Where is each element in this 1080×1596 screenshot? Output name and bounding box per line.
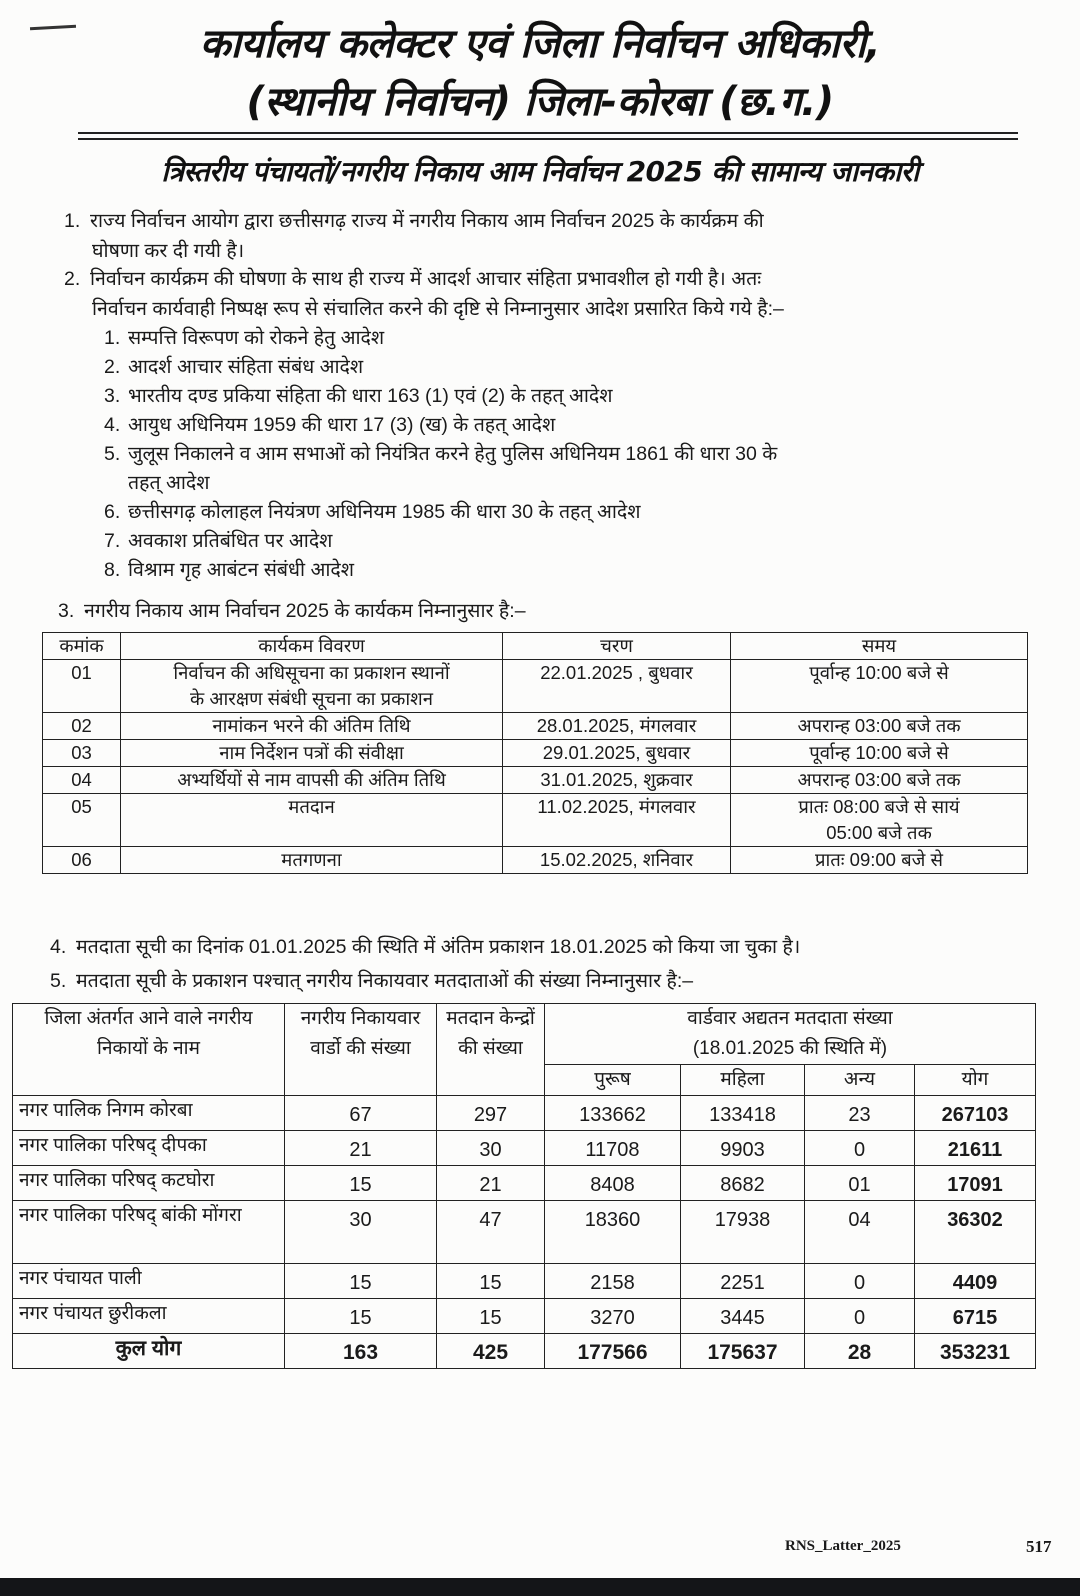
order-item [104,324,1004,353]
table-row [43,740,1028,767]
cell-body-name: नगर पालिक निगम कोरबा [13,1096,285,1131]
cell-booths: 297 [437,1096,545,1131]
cell-male: 8408 [545,1166,681,1201]
order-text: छत्तीसगढ़ कोलाहल नियंत्रण अधिनियम 1985 की धारा 30 के तहत् आदेश [128,501,641,523]
order-item [104,353,1004,382]
cell-male: 11708 [545,1131,681,1166]
header-female: महिला [681,1065,805,1096]
cell-time: प्रातः 09:00 बजे से [731,847,1028,874]
title-rule-top [78,132,1018,134]
order-text: विश्राम गृह आबंटन संबंधी आदेश [128,559,355,581]
cell-other: 0 [805,1299,915,1334]
order-text: सम्पत्ति विरूपण को रोकने हेतु आदेश [128,327,385,349]
header-phase: चरण [503,633,731,660]
cell-male: 2158 [545,1264,681,1299]
cell-description [121,660,503,713]
cell-male: 133662 [545,1096,681,1131]
cell-phase: 31.01.2025, शुक्रवार [503,767,731,794]
cell-description: अभ्यर्थियों से नाम वापसी की अंतिम तिथि [121,767,503,794]
cell-total: 17091 [915,1166,1036,1201]
cell-body-name: नगर पालिका परिषद् दीपका [13,1131,285,1166]
cell-female: 17938 [681,1201,805,1264]
cell-serial: 04 [43,767,121,794]
cell-male: 177566 [545,1334,681,1369]
cell-booths: 15 [437,1264,545,1299]
table-row [13,1096,1036,1131]
title-rule-bottom [78,138,1018,140]
header-body-name: जिला अंतर्गत आने वाले नगरीय निकायों के नाम [13,1004,285,1096]
order-number: 7. [104,530,121,552]
cell-description: मतगणना [121,847,503,874]
header-voter-group [545,1004,1036,1065]
cell-phase: 22.01.2025 , बुधवार [503,660,731,713]
point-number: 5. [50,970,67,992]
orders-list [104,324,1004,585]
cell-booths: 47 [437,1201,545,1264]
cell-total: 6715 [915,1299,1036,1334]
document-code: RNS_Latter_2025 [785,1538,901,1554]
cell-serial: 02 [43,713,121,740]
header-wards: नगरीय निकायवार वार्डो की संख्या [285,1004,437,1096]
office-title-line2: (स्थानीय निर्वाचन) जिला-कोरबा (छ.ग.) [246,79,834,125]
point-text-cont: घोषणा कर दी गयी है। [92,240,245,262]
cell-other: 23 [805,1096,915,1131]
group-subtitle: (18.01.2025 की स्थिति में) [692,1038,888,1059]
table-row [13,1264,1036,1299]
table-row [13,1166,1036,1201]
point-number: 1. [64,210,81,232]
cell-booths: 30 [437,1131,545,1166]
table-row [13,1299,1036,1334]
cell-time: पूर्वान्ह 10:00 बजे से [731,660,1028,713]
order-text: आयुध अधिनियम 1959 की धारा 17 (3) (ख) के तहत् आदेश [128,414,556,436]
cell-phase: 11.02.2025, मंगलवार [503,794,731,847]
cell-total: 267103 [915,1096,1036,1131]
point-3 [58,596,526,626]
order-number: 3. [104,385,121,407]
cell-serial: 05 [43,794,121,847]
cell-serial: 01 [43,660,121,713]
header-booths: मतदान केन्द्रों की संख्या [437,1004,545,1096]
order-item [104,527,1004,556]
cell-wards: 15 [285,1299,437,1334]
point-text: मतदाता सूची का दिनांक 01.01.2025 की स्थिति में अंतिम प्रकाशन 18.01.2025 को किया जा चुका है। [76,936,801,958]
cell-male: 18360 [545,1201,681,1264]
cell-total: 4409 [915,1264,1036,1299]
point-number: 3. [58,600,75,622]
table-row [13,1131,1036,1166]
cell-female: 3445 [681,1299,805,1334]
cell-wards: 21 [285,1131,437,1166]
cell-body-name: नगर पालिका परिषद् बांकी मोंगरा [13,1201,285,1264]
header-total: योग [915,1065,1036,1096]
table-row [43,713,1028,740]
cell-booths: 21 [437,1166,545,1201]
order-number: 6. [104,501,121,523]
cell-female: 9903 [681,1131,805,1166]
table-total-row [13,1334,1036,1369]
cell-body-name: नगर पंचायत पाली [13,1264,285,1299]
table-row [43,794,1028,847]
cell-total: 21611 [915,1131,1036,1166]
document-subtitle: त्रिस्तरीय पंचायतों/नगरीय निकाय आम निर्वाचन 2025 की सामान्य जानकारी [161,155,919,188]
cell-total: 353231 [915,1334,1036,1369]
table-row [13,1201,1036,1264]
cell-serial: 03 [43,740,121,767]
header-time: समय [731,633,1028,660]
cell-wards: 15 [285,1166,437,1201]
point-4 [50,932,800,962]
cell-other: 28 [805,1334,915,1369]
order-text: अवकाश प्रतिबंधित पर आदेश [128,530,333,552]
cell-description: मतदान [121,794,503,847]
cell-female: 133418 [681,1096,805,1131]
order-text-cont: तहत् आदेश [128,472,210,494]
cell-phase: 28.01.2025, मंगलवार [503,713,731,740]
order-number: 5. [104,443,121,465]
voters-table [12,1003,1036,1369]
desc-line: के आरक्षण संबंधी सूचना का प्रकाशन [190,688,433,709]
cell-female: 175637 [681,1334,805,1369]
cell-phase: 15.02.2025, शनिवार [503,847,731,874]
cell-male: 3270 [545,1299,681,1334]
cell-time: अपरान्ह 03:00 बजे तक [731,767,1028,794]
cell-description: नामांकन भरने की अंतिम तिथि [121,713,503,740]
cell-wards: 67 [285,1096,437,1131]
point-text: नगरीय निकाय आम निर्वाचन 2025 के कार्यकम निम्नानुसार है:– [84,600,526,622]
cell-wards: 163 [285,1334,437,1369]
header-male: पुरूष [545,1065,681,1096]
cell-wards: 30 [285,1201,437,1264]
table-row [43,660,1028,713]
cell-booths: 425 [437,1334,545,1369]
header-other: अन्य [805,1065,915,1096]
point-number: 4. [50,936,67,958]
point-1 [64,206,1024,266]
order-item [104,556,1004,585]
office-title-line1: कार्यालय कलेक्टर एवं जिला निर्वाचन अधिकारी, [199,21,881,67]
cell-time: अपरान्ह 03:00 बजे तक [731,713,1028,740]
cell-wards: 15 [285,1264,437,1299]
cell-time: पूर्वान्ह 10:00 बजे से [731,740,1028,767]
time-line: 05:00 बजे तक [826,822,932,843]
order-number: 2. [104,356,121,378]
table-row [43,767,1028,794]
cell-body-name: नगर पंचायत छुरीकला [13,1299,285,1334]
table-header-row [43,633,1028,660]
cell-description: नाम निर्देशन पत्रों की संवीक्षा [121,740,503,767]
order-number: 4. [104,414,121,436]
cell-total-label: कुल योग [13,1334,285,1369]
order-number: 8. [104,559,121,581]
cell-female: 8682 [681,1166,805,1201]
order-text: भारतीय दण्ड प्रकिया संहिता की धारा 163 (1) एवं (2) के तहत् आदेश [128,385,613,407]
order-text: आदर्श आचार संहिता संबंध आदेश [128,356,364,378]
order-text: जुलूस निकालने व आम सभाओं को नियंत्रित करने हेतु पुलिस अधिनियम 1861 की धारा 30 के [128,443,778,465]
point-2 [64,264,1024,324]
desc-line: निर्वाचन की अधिसूचना का प्रकाशन स्थानों [173,662,450,683]
cell-time [731,794,1028,847]
cell-body-name: नगर पालिका परिषद् कटघोरा [13,1166,285,1201]
point-text: राज्य निर्वाचन आयोग द्वारा छत्तीसगढ़ राज्य में नगरीय निकाय आम निर्वाचन 2025 के कार्यक्रम की [90,210,764,232]
table-row [43,847,1028,874]
order-item [104,440,1004,469]
order-item [104,382,1004,411]
bottom-bar [0,1578,1080,1596]
cell-other: 01 [805,1166,915,1201]
order-number: 1. [104,327,121,349]
cell-booths: 15 [437,1299,545,1334]
cell-other: 04 [805,1201,915,1264]
point-text: मतदाता सूची के प्रकाशन पश्चात् नगरीय निकायवार मतदाताओं की संख्या निम्नानुसार है:– [76,970,694,992]
time-line: प्रातः 08:00 बजे से सायं [798,796,960,817]
header-serial: कमांक [43,633,121,660]
cell-phase: 29.01.2025, बुधवार [503,740,731,767]
page-number: 517 [1026,1537,1052,1556]
cell-other: 0 [805,1264,915,1299]
table-header-row [13,1004,1036,1065]
cell-other: 0 [805,1131,915,1166]
order-item [104,498,1004,527]
cell-serial: 06 [43,847,121,874]
group-title: वार्डवार अद्यतन मतदाता संख्या [687,1008,893,1029]
header-description: कार्यकम विवरण [121,633,503,660]
point-text: निर्वाचन कार्यक्रम की घोषणा के साथ ही राज्य में आदर्श आचार संहिता प्रभावशील हो गयी है। अतः [90,268,762,290]
cell-total: 36302 [915,1201,1036,1264]
cell-female: 2251 [681,1264,805,1299]
point-5 [50,966,693,996]
point-number: 2. [64,268,81,290]
order-item [104,411,1004,440]
schedule-table [42,632,1028,874]
point-text-cont: निर्वाचन कार्यवाही निष्पक्ष रूप से संचालित करने की दृष्टि से निम्नानुसार आदेश प्रसारित किये गये है:– [92,298,784,320]
